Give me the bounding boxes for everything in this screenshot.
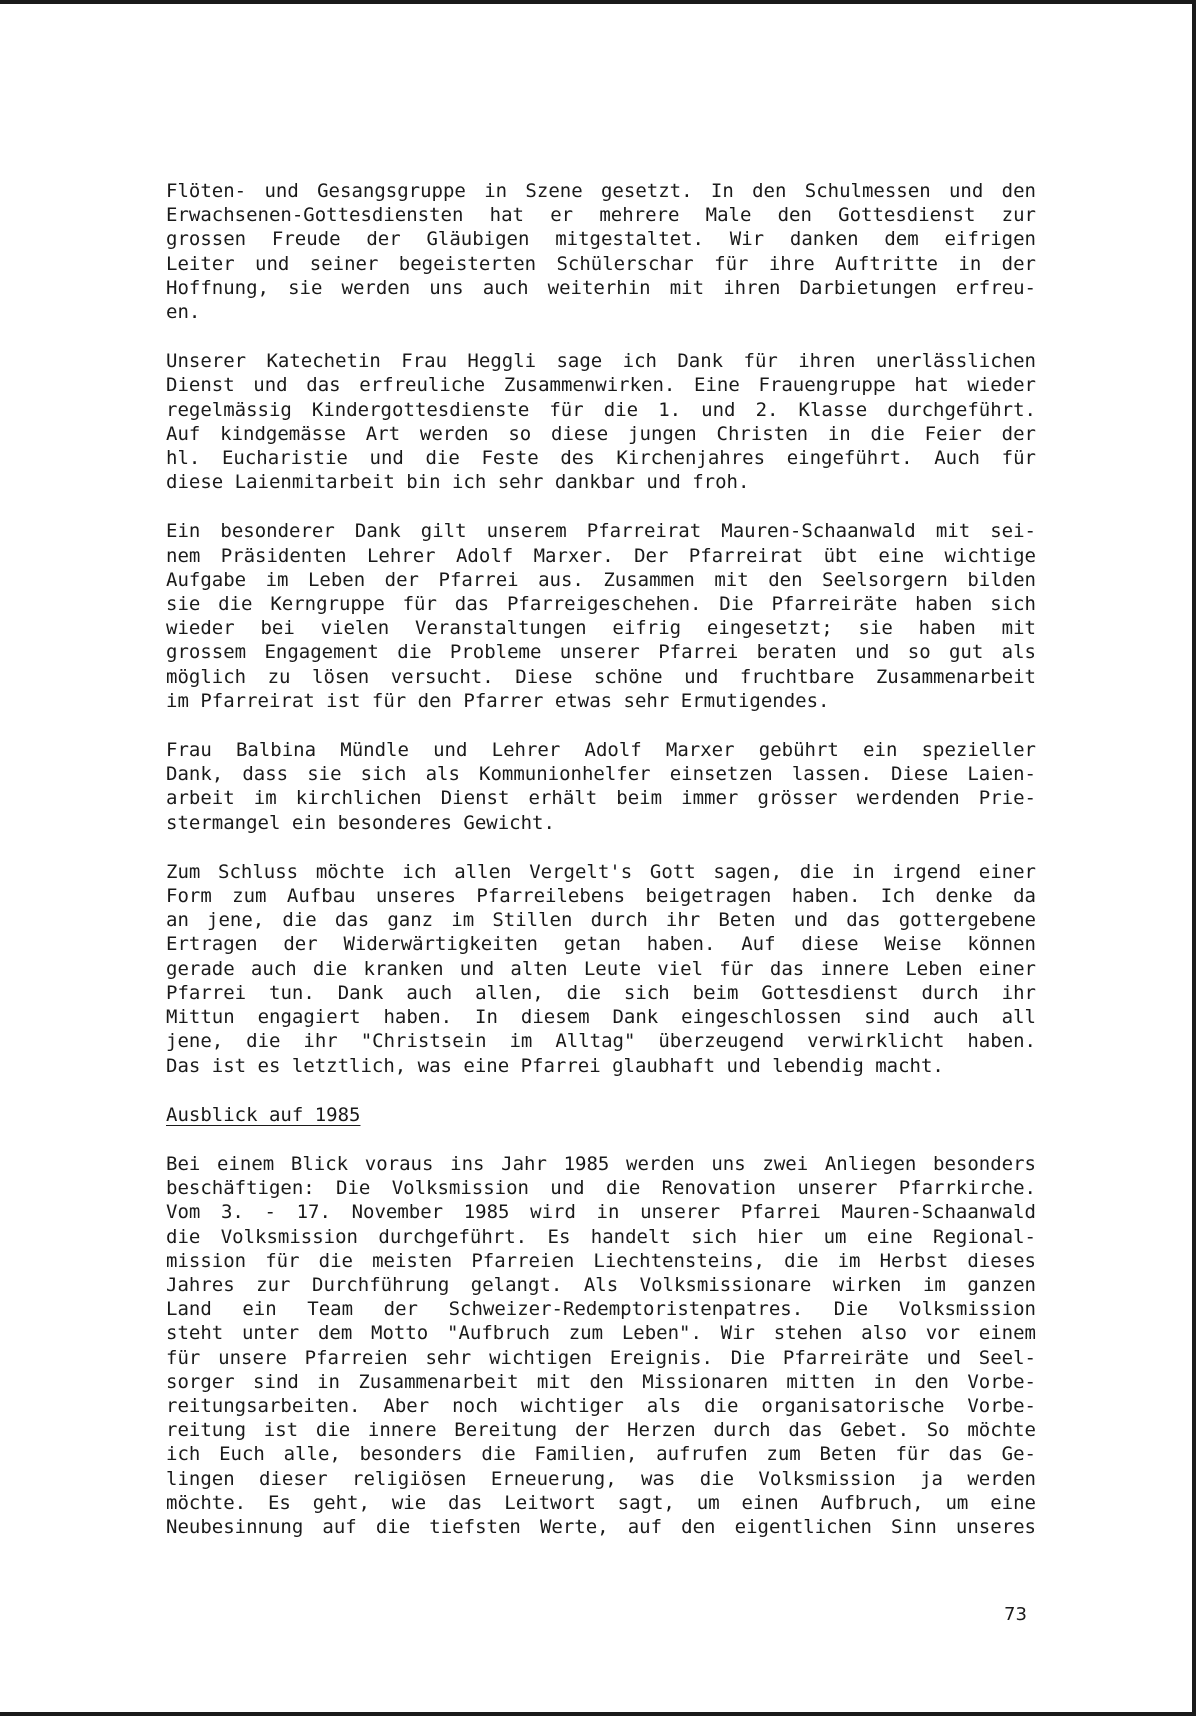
paragraph-group <box>166 179 1036 1078</box>
text-line: grossen Freude der Gläubigen mitgestaltet. Wir danken dem eifrigen <box>166 228 1036 251</box>
text-line: Dank, dass sie sich als Kommunionhelfer einsetzen lassen. Diese Laien- <box>166 763 1036 786</box>
text-line: stermangel ein besonderes Gewicht. <box>166 811 555 834</box>
text-line: steht unter dem Motto "Aufbruch zum Leben". Wir stehen also vor einem <box>166 1322 1036 1345</box>
text-line: Dienst und das erfreuliche Zusammenwirken. Eine Frauengruppe hat wieder <box>166 374 1036 397</box>
text-line: nem Präsidenten Lehrer Adolf Marxer. Der Pfarreirat übt eine wichtige <box>166 544 1036 567</box>
text-line: Frau Balbina Mündle und Lehrer Adolf Marxer gebührt ein spezieller <box>166 739 1036 762</box>
text-line: im Pfarreirat ist für den Pfarrer etwas sehr Ermutigendes. <box>166 689 830 712</box>
paragraph <box>166 860 1036 1078</box>
text-line: grossem Engagement die Probleme unserer Pfarrei beraten und so gut als <box>166 641 1036 664</box>
paragraph <box>166 349 1036 494</box>
text-line: möchte. Es geht, wie das Leitwort sagt, um einen Aufbruch, um eine <box>166 1491 1036 1514</box>
text-line: Land ein Team der Schweizer-Redemptoristenpatres. Die Volksmission <box>166 1298 1036 1321</box>
text-line: Bei einem Blick voraus ins Jahr 1985 werden uns zwei Anliegen besonders <box>166 1152 1036 1175</box>
text-line: hl. Eucharistie und die Feste des Kirchenjahres eingeführt. Auch für <box>166 447 1036 470</box>
page-number: 73 <box>1004 1604 1027 1625</box>
text-line: Aufgabe im Leben der Pfarrei aus. Zusammen mit den Seelsorgern bilden <box>166 568 1036 591</box>
text-line: reitung ist die innere Bereitung der Herzen durch das Gebet. So möchte <box>166 1419 1036 1442</box>
text-line: Neubesinnung auf die tiefsten Werte, auf den eigentlichen Sinn unseres <box>166 1515 1036 1538</box>
text-line: wieder bei vielen Veranstaltungen eifrig eingesetzt; sie haben mit <box>166 617 1036 640</box>
text-line: ich Euch alle, besonders die Familien, aufrufen zum Beten für das Ge- <box>166 1443 1036 1466</box>
text-line: mission für die meisten Pfarreien Liechtensteins, die im Herbst dieses <box>166 1249 1036 1272</box>
text-line: regelmässig Kindergottesdienste für die 1. und 2. Klasse durchgeführt. <box>166 398 1036 421</box>
page-content <box>166 179 1036 1564</box>
paragraph <box>166 179 1036 324</box>
text-line: reitungsarbeiten. Aber noch wichtiger als die organisatorische Vorbe- <box>166 1394 1036 1417</box>
text-line: möglich zu lösen versucht. Diese schöne und fruchtbare Zusammenarbeit <box>166 665 1036 688</box>
text-line: Auf kindgemässe Art werden so diese jungen Christen in die Feier der <box>166 422 1036 445</box>
text-line: diese Laienmitarbeit bin ich sehr dankbar und froh. <box>166 471 750 494</box>
text-line: Erwachsenen-Gottesdiensten hat er mehrere Male den Gottesdienst zur <box>166 204 1036 227</box>
text-line: Das ist es letztlich, was eine Pfarrei glaubhaft und lebendig macht. <box>166 1054 944 1077</box>
text-line: jene, die ihr "Christsein im Alltag" überzeugend verwirklicht haben. <box>166 1030 1036 1053</box>
text-line: Ein besonderer Dank gilt unserem Pfarreirat Mauren-Schaanwald mit sei- <box>166 520 1036 543</box>
text-line: Hoffnung, sie werden uns auch weiterhin mit ihren Darbietungen erfreu- <box>166 276 1036 299</box>
text-line: gerade auch die kranken und alten Leute viel für das innere Leben einer <box>166 957 1036 980</box>
text-line: Jahres zur Durchführung gelangt. Als Volksmissionare wirken im ganzen <box>166 1273 1036 1296</box>
text-line: lingen dieser religiösen Erneuerung, was die Volksmission ja werden <box>166 1467 1036 1490</box>
text-line: Vom 3. - 17. November 1985 wird in unserer Pfarrei Mauren-Schaanwald <box>166 1201 1036 1224</box>
text-line: arbeit im kirchlichen Dienst erhält beim immer grösser werdenden Prie- <box>166 787 1036 810</box>
text-line: beschäftigen: Die Volksmission und die Renovation unserer Pfarrkirche. <box>166 1177 1036 1200</box>
text-line: sie die Kerngruppe für das Pfarreigeschehen. Die Pfarreiräte haben sich <box>166 593 1036 616</box>
text-line: für unsere Pfarreien sehr wichtigen Ereignis. Die Pfarreiräte und Seel- <box>166 1346 1036 1369</box>
text-line: sorger sind in Zusammenarbeit mit den Missionaren mitten in den Vorbe- <box>166 1370 1036 1393</box>
text-line: Zum Schluss möchte ich allen Vergelt's Gott sagen, die in irgend einer <box>166 860 1036 883</box>
text-line: en. <box>166 301 201 324</box>
text-line: die Volksmission durchgeführt. Es handelt sich hier um eine Regional- <box>166 1225 1036 1248</box>
text-line: Flöten- und Gesangsgruppe in Szene gesetzt. In den Schulmessen und den <box>166 180 1036 202</box>
text-line: an jene, die das ganz im Stillen durch ihr Beten und das gottergebene <box>166 909 1036 932</box>
text-line: Form zum Aufbau unseres Pfarreilebens beigetragen haben. Ich denke da <box>166 885 1036 908</box>
section-heading: Ausblick auf 1985 <box>166 1103 361 1126</box>
text-line: Ertragen der Widerwärtigkeiten getan haben. Auf diese Weise können <box>166 933 1036 956</box>
paragraph <box>166 519 1036 713</box>
text-line: Mittun engagiert haben. In diesem Dank eingeschlossen sind auch all <box>166 1006 1036 1029</box>
text-line: Leiter und seiner begeisterten Schülerschar für ihre Auftritte in der <box>166 252 1036 275</box>
section-paragraph <box>166 1152 1036 1539</box>
paragraph <box>166 738 1036 835</box>
text-line: Pfarrei tun. Dank auch allen, die sich beim Gottesdienst durch ihr <box>166 981 1036 1004</box>
text-line: Unserer Katechetin Frau Heggli sage ich Dank für ihren unerlässlichen <box>166 350 1036 373</box>
